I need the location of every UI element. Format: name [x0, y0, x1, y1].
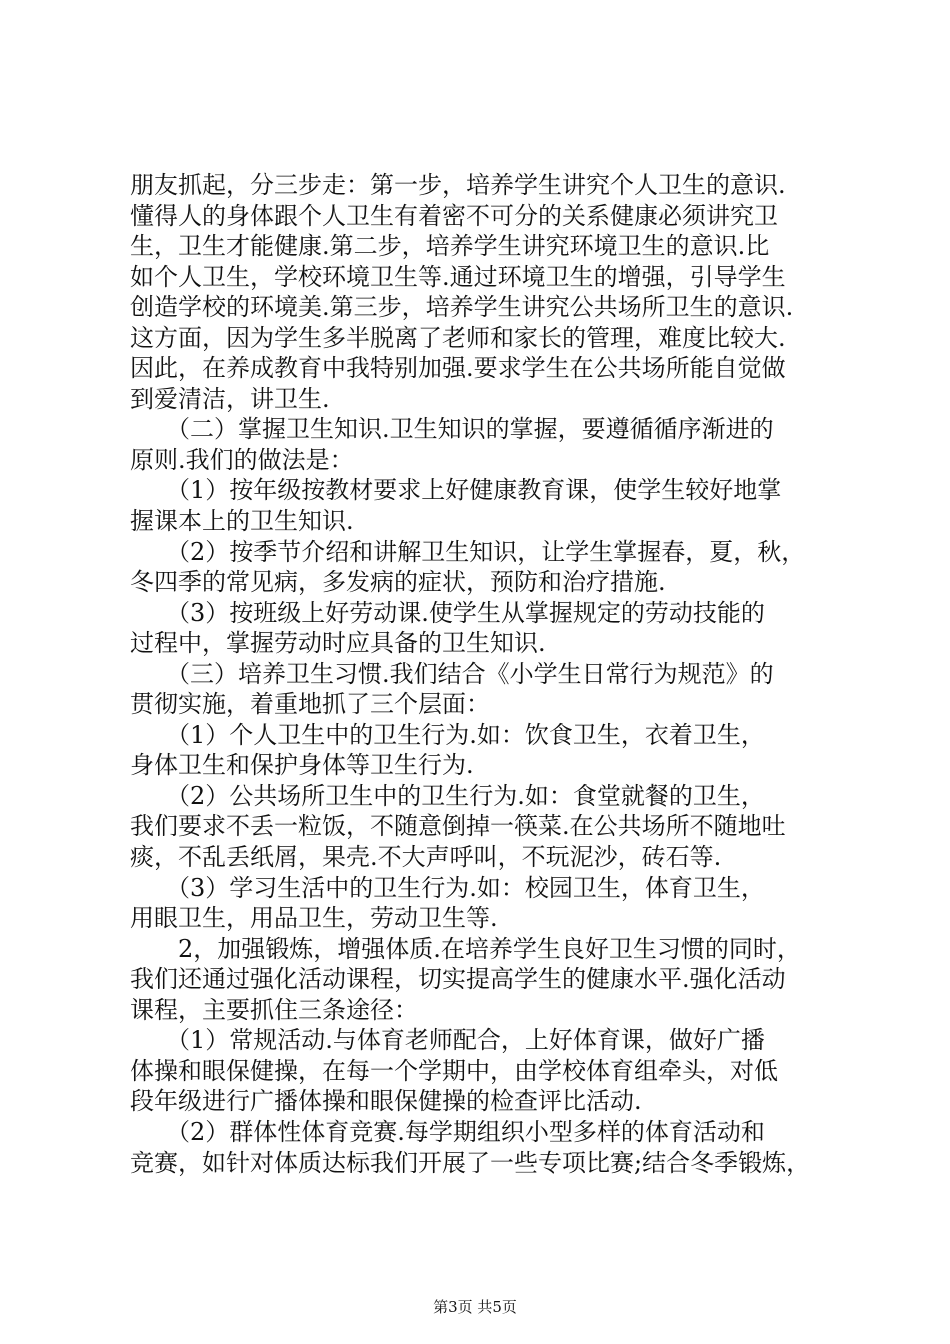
text-line: （三）培养卫生习惯.我们结合《小学生日常行为规范》的: [130, 659, 774, 688]
text-line: 朋友抓起，分三步走：第一步，培养学生讲究个人卫生的意识.: [130, 171, 786, 199]
text-line: 如个人卫生，学校环境卫生等.通过环境卫生的增强，引导学生: [130, 262, 786, 291]
text-line: （二）掌握卫生知识.卫生知识的掌握，要遵循循序渐进的: [130, 415, 774, 444]
text-line: 懂得人的身体跟个人卫生有着密不可分的关系健康必须讲究卫: [130, 201, 778, 230]
text-line: （2）按季节介绍和讲解卫生知识，让学生掌握春，夏，秋，: [130, 537, 806, 566]
text-line: 原则.我们的做法是：: [130, 445, 354, 474]
text-line: 我们要求不丢一粒饭，不随意倒掉一筷菜.在公共场所不随地吐: [130, 812, 786, 841]
text-line: 贯彻实施，着重地抓了三个层面：: [130, 690, 490, 719]
document-body: [130, 170, 830, 1178]
text-line: 因此，在养成教育中我特别加强.要求学生在公共场所能自觉做: [130, 354, 786, 383]
text-line: 段年级进行广播体操和眼保健操的检查评比活动.: [130, 1087, 642, 1116]
text-line: （1）常规活动.与体育老师配合，上好体育课，做好广播: [130, 1026, 765, 1055]
text-line: （3）按班级上好劳动课.使学生从掌握规定的劳动技能的: [130, 598, 765, 627]
text-line: 用眼卫生，用品卫生，劳动卫生等.: [130, 904, 498, 933]
text-line: （2）群体性体育竞赛.每学期组织小型多样的体育活动和: [130, 1117, 765, 1146]
text-line: 冬四季的常见病，多发病的症状，预防和治疗措施.: [130, 568, 666, 597]
text-line: （3）学习生活中的卫生行为.如：校园卫生，体育卫生，: [130, 873, 765, 902]
page-footer: [0, 1296, 950, 1317]
text-line: 2，加强锻炼，增强体质.在培养学生良好卫生习惯的同时，: [130, 934, 801, 963]
text-line: 痰，不乱丢纸屑，果壳.不大声呼叫，不玩泥沙，砖石等.: [130, 843, 722, 872]
text-line: 握课本上的卫生知识.: [130, 507, 354, 536]
page-number: 第3页 共5页: [433, 1298, 517, 1316]
text-line: 生，卫生才能健康.第二步，培养学生讲究环境卫生的意识.比: [130, 232, 770, 261]
text-line: 体操和眼保健操，在每一个学期中，由学校体育组牵头，对低: [130, 1056, 778, 1085]
text-line: （1）按年级按教材要求上好健康教育课，使学生较好地掌: [130, 476, 782, 505]
text-line: 创造学校的环境美.第三步，培养学生讲究公共场所卫生的意识.: [130, 293, 794, 322]
text-line: （1）个人卫生中的卫生行为.如：饮食卫生，衣着卫生，: [130, 720, 765, 749]
text-line: 我们还通过强化活动课程，切实提高学生的健康水平.强化活动: [130, 965, 786, 994]
text-line: 到爱清洁，讲卫生.: [130, 384, 330, 413]
text-line: （2）公共场所卫生中的卫生行为.如：食堂就餐的卫生，: [130, 781, 765, 810]
text-line: 这方面，因为学生多半脱离了老师和家长的管理，难度比较大.: [130, 323, 786, 352]
text-line: 过程中，掌握劳动时应具备的卫生知识.: [130, 629, 546, 658]
text-line: 竞赛，如针对体质达标我们开展了一些专项比赛;结合冬季锻炼，: [130, 1148, 811, 1177]
text-line: 身体卫生和保护身体等卫生行为.: [130, 751, 474, 780]
text-line: 课程，主要抓住三条途径：: [130, 995, 418, 1024]
